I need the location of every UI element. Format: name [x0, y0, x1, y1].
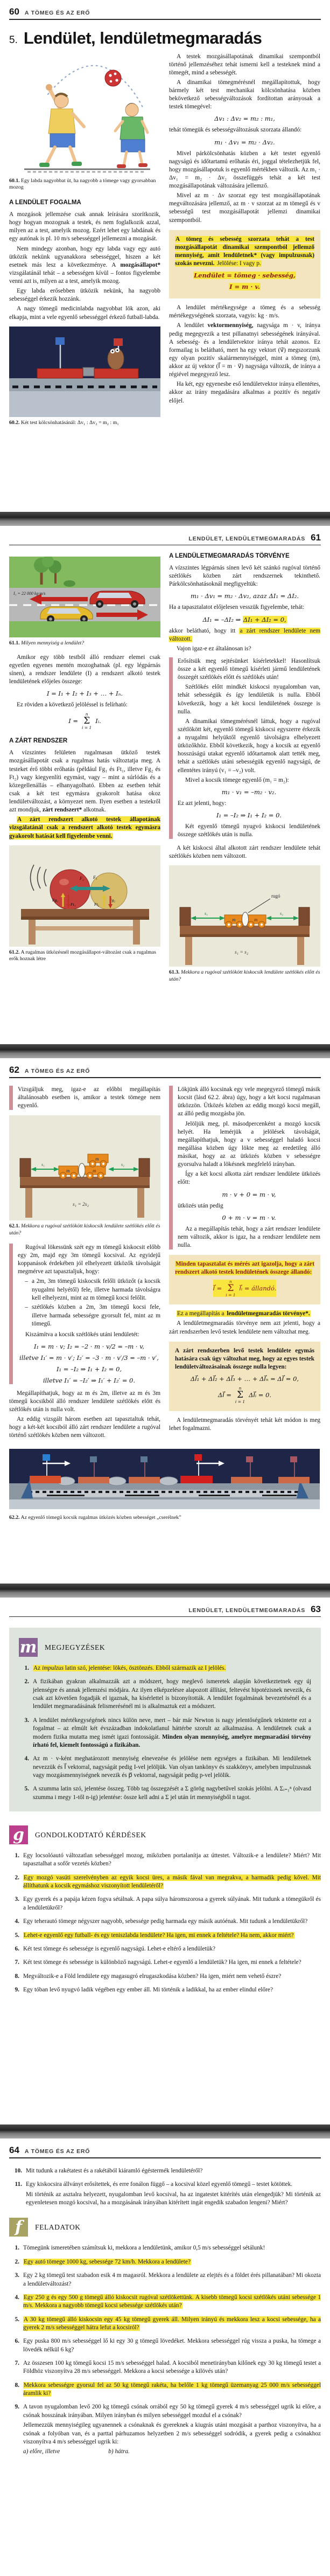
experiment-text: Ez azt jelenti, hogy:: [178, 800, 227, 807]
left-wall: [20, 1158, 31, 1177]
disc: [108, 1477, 126, 1485]
highlighted-statement: A zárt rendszert alkotó testek állapotának vizsgálatánál csak a rendszert alkotó testek egymásra gyakorolt hatását kell figyelembe venni.: [9, 816, 160, 839]
distance-label: s₂: [280, 911, 283, 916]
paragraph: Megállapíthatjuk, hogy az m és 2m, illetve az m és 3m tömegű kocsikból álló rendszer lendülete szétlökés előtt és szétlökés után is nulla volt.: [9, 1390, 160, 1413]
experiment-block: [169, 657, 320, 839]
section-heading-zart-rendszer: A ZÁRT RENDSZER: [9, 738, 68, 745]
paragraph: A lendület mértékegysége a tömeg és a sebesség mértékegységének szorzata, vagyis: kg · m/s.: [169, 304, 320, 320]
cart: [78, 1477, 109, 1483]
distance-label: s₁: [205, 911, 208, 916]
paragraph: A két kiskocsi által alkotott zárt rendszer lendülete tehát szétlökés közben nem változott.: [169, 845, 320, 860]
list-item: 11. Egy kiskocsira állványt erősítettek, és erre fonálon függő – a kocsival közel egyenlő tömegű – testet kötöttek. Mi történik az asztalra helyezett, nyugalomban levő kocsival, ha az ingatestet kitérítés után elengedjük? Mi történik az egyenletesen mozgó kocsival, ha a mozgásának irányában kitérített ingát engedik szabadon lengeni? Miért?: [15, 2181, 321, 2206]
experiment-conclusion: Két egyenlő tömegű nyugvó kiskocsi lendületének összege szétlökés után is nulla.: [178, 823, 320, 838]
page-number: 62: [9, 1065, 19, 1075]
paragraph: A mozgások jellemzése csak annak leírására szorítkozik, hogy hogyan mozognak a testek, és nem foglalkozik azzal, milyen az a test, amelyik mozog. Ezért lehet egy labdának és egy autónak is pl. 10 m/s sebességgel jellemezni a mozgását.: [9, 211, 160, 242]
page-63: [0, 1598, 330, 2124]
running-title: A TÖMEG ÉS AZ ERŐ: [24, 1068, 90, 1074]
table-top: [180, 926, 310, 934]
figure-61-2: [9, 845, 160, 947]
list-item: 7. Két test tömege és sebessége is különböző nagyságú. Lehet-e egyenlő a lendületük? Ha igen, mi ennek a feltétele?: [15, 1959, 301, 1966]
figure-61-3: [169, 865, 320, 967]
formula: illetve I₁′ = m · v′; I₂′ = –3 · m · v′/3 = –m · v′,: [19, 1353, 159, 1362]
force-arrow-left: [76, 887, 90, 890]
page-62-right-column: [169, 1086, 320, 1434]
table-leg: [297, 937, 304, 965]
list-item: 2. Egy autó tömege 1000 kg, sebessége 72 km/h. Mekkora a lendülete?: [15, 2258, 191, 2265]
figure-62-1-caption: 62.1. Mekkora a rugóval szétlökött kiskocsik lendülete szétlökés előtt és után?: [9, 1223, 160, 1237]
notes-m-icon: m: [19, 1637, 37, 1657]
paragraph: Mivel párkölcsönhatás közben a két testet egyenlő nagyságú és időtartamú erőhatás éri, joggal tételezhetjük fel, hogy mozgásállapotuk is egyenlő mértékben változik. Az m₁ · Δv₁ = m₂ · Δv₂ összefüggés tehát a két test mozgásállapotának változására jellemző.: [169, 150, 320, 190]
list-item: 5. Lehet-e egyenlő egy futball- és egy teniszlabda lendülete? Ha igen, mi ennek a feltétele? Ha nem, akkor miért?: [15, 1932, 294, 1939]
experiment-text: Így a két kocsi alkotta zárt rendszer lendülete ütközés előtt:: [178, 1171, 320, 1186]
disc: [159, 1477, 178, 1485]
page-64: [0, 2138, 330, 2565]
paragraph: akkor belátható, hogy itt a zárt rendszer lendülete nem változott.: [169, 627, 320, 642]
formula: m₁ · Δv₁ = m₂ · Δv₂.: [214, 138, 275, 146]
conservation-law-box: [169, 1255, 320, 1304]
experiment-text: Mivel a kocsik tömege egyenlő (m₁ = m₂):: [185, 776, 289, 783]
page-60: [0, 0, 330, 512]
figure-61-1: [9, 557, 160, 637]
green-shoe: [39, 163, 50, 167]
list-item: 1. Tömegünk ismeretében számítsuk ki, mekkora a lendületünk, amikor 0,5 m/s sebességgel sétálunk!: [15, 2245, 265, 2252]
notes-header: [19, 1638, 311, 1657]
experiment-text: Szétlökés előtt mindkét kiskocsi nyugalomban van, tehát sebességük és így lendületük is nulla. Ebből következik, hogy a két kocsi lendületének összege is nulla.: [178, 684, 320, 715]
chapter-title-block: [9, 30, 321, 47]
unequal-carts-illustration: [9, 1115, 160, 1220]
distance-equation: s₁ = s₂: [235, 950, 249, 956]
definition-formula-words: Lendület = tömeg · sebesség,: [194, 272, 296, 280]
table-leg: [137, 1188, 144, 1218]
cart: [180, 1476, 213, 1483]
tasks-header: [9, 2218, 321, 2237]
notes-title: MEGJEGYZÉSEK: [45, 1643, 106, 1651]
list-item: 9. A tavon nyugalomban levő 200 kg tömegű csónak orrából egy 50 kg tömegű gyerek 4 m/s sebességgel ugrik ki előre, a csónak hosszának irányában. Milyen irányban és milyen sebességgel mozdul el a csónak? Jellemezzük mennyiségileg ugyanennek a csónaknak és gyereknek a kiugrás utáni mozgását a parthoz viszonyítva, ha a csónak a folyóban van, és a parttal párhuzamos helyzetben 2 m/s sebességgel sodródik, a gyerek pedig a csónakhoz viszonyítva 4 m/s sebességgel ugrik ki: a) előre, illetve b) hátra.: [9, 2403, 321, 2456]
formula: ΔI₁ = –ΔI₂ ⇒ ΔI₁ + ΔI₂ = 0,: [202, 615, 286, 623]
questions-list: [9, 1852, 321, 1994]
blue-flag: [55, 337, 65, 345]
list-item: 5. A 30 kg tömegű álló kiskocsin egy 45 kg tömegű gyerek áll. Milyen irányú és mekkora lesz a kocsi sebessége, ha a gyerek 2 m/s sebességgel hátra lefut a kocsiról?: [15, 2316, 321, 2331]
figure-60-1: [9, 58, 160, 175]
page-62-header: [9, 1058, 321, 1078]
experiment-text: Lökjünk álló kocsinak egy vele megegyező tömegű másik kocsit (lásd 62.2. ábra) úgy, hogy a két kocsi rugalmasan ütközzön. Ütközés közben az eddig mozgó kocsi megáll, az álló pedig mozgásba jön.: [178, 1086, 320, 1117]
cart: [129, 1477, 160, 1483]
paragraph: Ez a megállapítás a lendületmegmaradás törvénye*.: [177, 1310, 310, 1317]
paragraph: A nagy tömegű medicinlabda nagyobbat lök azon, aki elkapja, mint a vele egyenlő sebességgel érkező futball-labda.: [9, 305, 160, 321]
cart: [30, 1476, 61, 1483]
paragraph: A dinamikai tömegmérésnél megállapítottuk, hogy bármely két test mechanikai kölcsönhatása közben bekövetkező sebességváltozások fordítottan arányosak a testek tömegével:: [169, 79, 320, 110]
blue-flag: [141, 1456, 148, 1462]
formula: I = I₁ + I₂ + I₃ + … + Iₙ.: [46, 690, 123, 698]
figure-61-1-caption: 61.1. Milyen mennyiség a lendület?: [9, 640, 85, 646]
paragraph: Nem mindegy azonban, hogy egy labda vagy egy autó ütközik nekünk ugyanakkora sebességgel, hiszen a két esetnek más lesz a következménye. A mozgásállapot* vizsgálatánál tehát – a sebességen kívül – fontos figyelembe venni azt is, milyen az a test, amelyik mozog.: [9, 245, 160, 285]
experiment-text: Erősítsük meg sejtésünket kísérletekkel! Hasonlítsuk össze a két egyenlő tömegű kísérleti jármű lendületének összegét szétlökés előtt és szétlökés után!: [178, 657, 320, 681]
paragraph: Ha két, egy egyenesbe eső lendületvektor iránya ellentétes, akkor az irány megadására alkalmas a pozitív és negatív előjel.: [169, 381, 320, 404]
list-item: 4. Az m · v-ként meghatározott mennyiség elnevezése és jelölése nem egységes a fizikában. Mi lendületnek nevezzük és I⃗ vektorral, nagyságát pedig I-vel jelöljük. Van olyan tankönyv és szakkönyv, amelyben impulzusnak vagy mozgásmennyiségnek nevezik és p⃗ vektorral, nagyságát pedig p-vel jelölik.: [24, 1755, 311, 1779]
running-title: A TÖMEG ÉS AZ ERŐ: [24, 2148, 90, 2155]
formula: Δv₁ : Δv₂ = m₂ : m₁,: [214, 115, 275, 123]
right-cart: [94, 369, 138, 378]
force-label: Fg₂: [109, 897, 115, 902]
right-wall: [299, 907, 310, 926]
blue-flag: [90, 1456, 97, 1462]
paragraph: A lendületmegmaradás törvénye nem azt jelenti, hogy a zárt rendszerben levő testek lendülete nem változhat meg.: [169, 1320, 320, 1335]
page-62: [0, 1058, 330, 1584]
formula: m · v + 0 = m · v,: [222, 1190, 276, 1198]
paragraph: A testek mozgásállapotának dinamikai szempontból történő jellemzéséhez tehát ismerni kell a testeknek mind a tömegét, mind a sebességét.: [169, 53, 320, 76]
page-60-right-column: [169, 53, 320, 407]
formula: m₁ · Δv₁ = m₂ · Δv₂, azaz ΔI₁ = ΔI₂.: [190, 592, 299, 600]
closed-system-box: [169, 1342, 320, 1411]
formula: I₁ = –I₂ ⇒ I₁ + I₂ = 0.: [216, 811, 282, 819]
list-item: 7. Az összesen 100 kg tömegű kocsi 15 m/s sebességgel halad. A kocsiból menetirányban kilőnek egy 30 kg tömegű testet a Földhöz viszonyítva 28 m/s sebességgel. Mekkora a kocsi sebessége a kilövés után?: [15, 2360, 321, 2375]
experiment-text: ütközés után pedig: [178, 1202, 223, 1209]
distance-label: s₂: [121, 1162, 124, 1168]
law-formula: I⃗ = n Σ i = 1 I⃗ᵢ = állandó.: [213, 1279, 277, 1297]
paragraph: Mivel az m · Δv szorzat egy test mozgásállapotának megváltozására jellemző, az m · v szorzat az m tömegű és v sebességű test mozgásállapotát jellemzi dinamikai szempontból.: [169, 192, 320, 224]
list-item: 3. Egy gyerek és a papája kézen fogva sétálnak. A papa súlya háromszorosa a gyerek súlyának. Mit tudunk a tömegükről és a lendületükről?: [15, 1896, 321, 1911]
formula: I₁ = –I₂ ⇒ I₁ + I₂ = 0,: [56, 1365, 122, 1373]
mass-label: m: [254, 917, 258, 923]
list-item: 3. Egy 2 kg tömegű test szabadon esik 4 m magasról. Mekkora a lendülete az elejtés és a földet érés pillanatában? Mi okozta a lendületváltozást?: [15, 2272, 321, 2287]
red-flag: [290, 1456, 297, 1462]
chapter-number: 5.: [9, 34, 18, 46]
mass-label: m: [66, 1168, 70, 1174]
notes-box: [9, 1628, 321, 1811]
paragraph: Egy labda erősebben ütközik nekünk, ha nagyobb sebességgel érkezik hozzánk.: [9, 288, 160, 303]
experiment-text: Az a megállapítás tehát, hogy a zárt rendszer lendülete nem változik, akkor is igaz, ha a rendszer lendülete nem nulla.: [178, 1225, 320, 1248]
left-wall: [180, 907, 191, 926]
figure-62-1: [9, 1115, 160, 1220]
page-divider: [0, 1044, 330, 1058]
paragraph: A vízszintes légpárnás sínen levő két szánkó rugóval történő szétlökés közben zárt rendszernek tekinthető. Párkölcsönhatásoknál megfigyeltük:: [169, 565, 320, 588]
dash-item: – a 2m, 3m tömegű kiskocsik felőli ütközőt (a kocsik nyugalmi helyétől) fele, illetve harmada távolságra kell elhelyezni, mint az m tömegű kocsi felőlit.: [25, 1278, 160, 1302]
page-61: [0, 526, 330, 1044]
boys-ball-illustration: [9, 58, 160, 175]
cart: [278, 1477, 310, 1483]
paragraph: A lendület vektormennyiség, nagysága m · v, iránya pedig megegyezik a test pillanatnyi sebességének irányával. A sebesség- és a lendületvektor iránya tehát azonos. Ez formailag is belátható, mert ha egy vektort (v⃗) megszorzunk egy olyan pozitív skalármennyiséggel, mint a tömeg (m), akkor az új vektor (I⃗ = m · v⃗) nagysága változik, de iránya a régiével megegyező lesz.: [169, 322, 320, 378]
definition-formula-symbols: I = m · v.: [229, 283, 260, 291]
list-item: 8. Mekkora sebességre gyorsul fel az 50 kg tömegű rakéta, ha belőle 1 kg tömegű üzemanyag 25 000 m/s sebességgel áramlik ki?: [15, 2381, 321, 2397]
running-title: LENDÜLET, LENDÜLETMEGMARADÁS: [188, 536, 306, 542]
page-61-right-column: [169, 552, 320, 983]
experiment-text: Vizsgáljuk meg, igaz-e az előbbi megállapítás általánosabb esetben is, amikor a testek tömege nem egyenlő.: [18, 1086, 160, 1109]
table-leg: [29, 920, 36, 945]
cars-illustration: [9, 557, 160, 637]
page-61-header: [9, 526, 321, 545]
running-title: LENDÜLET, LENDÜLETMEGMARADÁS: [188, 1607, 306, 1614]
page-60-left-column: [9, 53, 160, 427]
tasks-list: [9, 2244, 321, 2456]
list-item: 8. Megváltozik-e a Föld lendülete egy magasugró elrugaszkodása közben? Ha igen, miért nem vehető észre?: [15, 1973, 282, 1980]
formula: ΔI⃗ = n Σ i = 1 ΔI⃗ᵢ = 0.: [217, 1386, 272, 1404]
experiment-intro: [9, 1086, 160, 1110]
force-label: F₁: [93, 874, 97, 880]
cart: [231, 1477, 262, 1483]
coupler: [83, 367, 94, 376]
formula: illetve I₁′ = –I₂′ ⇒ I₁′ + I₂′ = 0.: [43, 1376, 135, 1384]
figure-61-2-caption: 61.2. A rugalmas ütközésnél mozgásállapot-változást csak a rugalmas erők hoznak létre: [9, 949, 156, 962]
paragraph: Vajon igaz-e ez általánosan is?: [177, 645, 251, 652]
momentum-definition-box: [169, 230, 320, 299]
paragraph: tehát tömegük és sebességváltozásuk szorzata állandó:: [169, 127, 302, 134]
paragraph: Az eddig vizsgált három esetben azt tapasztaltuk tehát, hogy a két-két kocsiból álló zárt rendszer lendülete a rugóval történő szétlökés közben nem változott.: [9, 1416, 160, 1439]
momentum-label-1: I₁ = 22 000 kg·m/s: [13, 591, 46, 596]
experiment-block: [169, 1086, 320, 1249]
formula: m₁ · v₁ = –m₂ · v₂.: [221, 788, 277, 796]
elastic-balls-illustration: [9, 845, 160, 947]
sum-formula: I = n Σ i = 1 Iᵢ.: [68, 712, 101, 730]
list-item: 3. A lendület mértékegységének nincs külön neve, mert – bár már Newton is nagy jelentőségűnek tekintette ezt a fogalmat – az elmúlt két évszázadban indokolatlanul háttérbe szorult az alkalmazása. A lendületnek csak a modern fizika mutatta meg ismét igazi fontosságát. Minden olyan mennyiség, amelyre megmaradási törvény írható fel, kiemelt fontosságú a fizikában.: [24, 1717, 312, 1748]
paragraph: Ha a tapasztalatot előjelesen vesszük figyelembe, tehát:: [169, 604, 305, 611]
box-statement: A zárt rendszerben levő testek lendülete egymás hatására csak úgy változhat meg, hogy az egyes testek lendületváltozásainak összege nulla legyen:: [175, 1347, 314, 1370]
page-number: 61: [311, 532, 321, 543]
experiment-block: [9, 1244, 160, 1384]
page-64-header: [9, 2138, 321, 2158]
table-leg: [133, 920, 140, 945]
red-flag: [194, 1454, 202, 1461]
chapter-title: Lendület, lendületmegmaradás: [23, 29, 262, 47]
experiment-text: A dinamikai tömegmérésnél láttuk, hogy a rugóval szétlökött két, egyenlő tömegű kiskocsi egyszerre érkezik a nyugalmi helyüktől egyenlő távolságra elhelyezett ütközőkhöz. Ebből következik, hogy a kocsik az egyenlő hosszúságú utakat egyenlő időtartamok alatt tették meg, tehát a szétlökés utáni sebességük egyenlő nagyságú, de ellentétes irányú (v₁ = –v₂) volt.: [178, 718, 320, 774]
section-heading-lendulet-fogalma: A LENDÜLET FOGALMA: [9, 199, 81, 206]
figure-61-3-caption: 61.3. Mekkora a rugóval szétlökött kiskocsik lendülete szétlökés előtt és után?: [169, 969, 320, 983]
distance-label: s₁: [41, 1162, 45, 1168]
paragraph: A vízszintes felületen rugalmasan ütköző testek mozgásállapotát csak a rugalmas hatás változtatja meg. A testeket érő többi erőhatás (például Fg₁ és Ft₁, illetve Fg₂ és Ft₂) vagy kiegyenlíti egymást, vagy – mint a súrlódás és a közegellenállás – elhanyagolható. Ebben az esetben tehát csak a két test egymásra gyakorolt hatása okoz lendületváltozást, a környezet nem. Ilyen esetben a testekről azt mondjuk, zárt rendszert* alkotnak.: [9, 749, 160, 814]
list-item: 1. Egy locsolóautó változatlan sebességgel mozog, miközben portalanítja az úttestet. Változik-e a lendülete? Miért? Mit tapasztalhat a sofőr vezetés közben?: [15, 1852, 321, 1867]
page-divider: [0, 1584, 330, 1598]
force-label: Ft₂: [94, 901, 100, 907]
experiment-text: Kiszámítva a kocsik szétlökés utáni lendületét:: [25, 1331, 139, 1338]
formula: I₁ = m · v; I₂ = –2 · m · v/2 = –m · v,: [33, 1342, 145, 1350]
carts-photo: [9, 327, 160, 417]
list-item: 2. A fizikában gyakran alkalmazzák azt a módszert, hogy meglevő ismeretek alapján következtetnek egy új jelenségre és annak jellemzési módjára. Az ilyen elképzelésre alapozott állítást, feltevést hipotézisnek nevezik, és csak azt követően fogadják el igaznak, ha kísérlettel is bizonyították. A lendület fogalmának bevezetésénél és a lendület megmaradásának felismerésénél mi is alkalmaztuk ezt a módszert.: [24, 1678, 311, 1710]
right-wall: [139, 1158, 150, 1177]
list-item: 4. Egy teherautó tömege négyszer nagyobb, sebessége pedig harmada egy másik autóénak. Mit tudunk a lendületükről?: [15, 1918, 308, 1925]
paragraph: Ez röviden a következő jelöléssel is felírható:: [17, 702, 128, 709]
figure-60-2-caption: 60.2. Két test kölcsönhatásánál: Δv₁ : Δv₂ = m₂ : m₁: [9, 419, 119, 426]
right-boy: [115, 103, 148, 168]
experiment-text: Jelöljük meg, pl. másodpercenként a mozgó kocsik helyét. Ha lemérjük a jelölések távolságát, megállapíthatjuk, hogy a v sebességgel haladó kocsi megállása közben úgy lökte meg az eredetileg álló másikat, hogy az az ütközés közben v sebességre gyorsulva haladt a lökésnek megfelelő irányban.: [178, 1120, 320, 1168]
definition-text: A tömeg és sebesség szorzata tehát a test mozgásállapotát dinamikai szempontból jellemző mennyiség, amit lendületnek* (vagy impulzusnak) szokás nevezni. Jelölése: I vagy p.: [175, 235, 314, 267]
mass-label: m: [232, 917, 236, 923]
table-leg: [25, 1188, 32, 1218]
list-item: 6. Egy puska 800 m/s sebességgel lő ki egy 30 g tömegű lövedéket. Mekkora sebességgel rúg vissza a puska, ha tömege a lövedék nélkül 6 kg?: [15, 2338, 321, 2353]
page-number: 64: [9, 2145, 19, 2155]
page-63-header: [9, 1598, 321, 1617]
page-number: 60: [9, 6, 19, 17]
figure-60-2: [9, 327, 160, 417]
questions-continued: [9, 2167, 321, 2207]
force-label: Ft₁: [71, 901, 76, 907]
figure-60-1-caption: 60.1. Egy labda nagyobbat üt, ha nagyobb a tömege vagy gyorsabban mozog: [9, 177, 156, 191]
running-title: A TÖMEG ÉS AZ ERŐ: [24, 10, 90, 16]
page-number: 63: [311, 1604, 321, 1614]
dash-item: – szétlökés közben a 2m, 3m tömegű kocsi fele, illetve harmada sebességre gyorsult fel, mint az m tömegű.: [25, 1304, 160, 1328]
red-shoe: [117, 164, 126, 168]
section-heading-lenduletmegmaradas: A LENDÜLETMEGMARADÁS TÖRVÉNYE: [169, 553, 290, 559]
list-item: 5. A szumma latin szó, jelentése összeg. Több tag összegzését a Σ görög nagybetűvel szokás jelölni. A Σᵢ₌₁ⁿ (olvasd szumma i megy 1-től n-ig) jelentése: össze kell adni a Σ jel után írt mennyiségből n tagot.: [24, 1786, 311, 1801]
figure-62-2-caption: 62.2. Az egyenlő tömegű kocsik rugalmas ütközés közben sebességet „cserélnek”: [9, 1515, 181, 1521]
list-item: 1. Az impulzus latin szó, jelentése: lökés, ösztönzés. Ebből származik az I jelölés.: [24, 1665, 226, 1671]
sub-item-a: a) előre, illetve: [23, 2448, 60, 2455]
spring-carts-illustration: [169, 865, 320, 967]
sub-item-b: b) hátra.: [108, 2448, 130, 2455]
experiment-text: Rugóval lökessünk szét egy m tömegű kiskocsit előbb egy 2m, majd egy 3m tömegű kocsival. Az egyidejű koppanások érdekében jól elhelyezett ütközők távolságát megmérve azt tapasztaljuk, hogy:: [18, 1244, 160, 1275]
list-item: 2. Egy mozgó vasúti szerelvényben az egyik kocsi üres, a másik fával van megrakva, a harmadik pedig kővel. Mit állíthatunk a kocsik egymáshoz viszonyított lendületéről?: [15, 1874, 321, 1890]
green-shoe: [72, 162, 82, 166]
left-boy: [39, 84, 84, 167]
formula: ΔI⃗₁ + ΔI⃗₂ + ΔI⃗₃ + … + ΔI⃗ₙ = ΔI⃗ = 0,: [190, 1375, 299, 1383]
questions-title: GONDOLKODTATÓ KÉRDÉSEK: [35, 1830, 146, 1839]
page-divider: [0, 2124, 330, 2138]
red-flag: [246, 1456, 253, 1462]
spring: [79, 1163, 85, 1177]
spring-label: rugó: [271, 893, 280, 899]
distance-equation: s₁ = 2s₂: [73, 1202, 89, 1208]
force-label: F₂: [80, 876, 84, 881]
blue-flag: [43, 1454, 50, 1461]
red-flag: [114, 338, 123, 346]
tasks-title: FELADATOK: [35, 2223, 81, 2231]
page-divider: [0, 512, 330, 526]
mass-label: m: [93, 1168, 96, 1174]
formula: 0 + m · v = m · v.: [222, 1213, 276, 1221]
page-61-left-column: [9, 552, 160, 963]
bush: [64, 580, 75, 587]
page-60-header: [9, 0, 321, 20]
questions-header: [9, 1825, 321, 1844]
paragraph: A lendületmegmaradás törvényét tehát két módon is meg lehet fogalmazni.: [169, 1417, 320, 1432]
mass-label: m: [95, 1156, 99, 1162]
left-cart: [37, 369, 83, 378]
force-label: Fg₁: [52, 897, 58, 902]
list-item: 10. Mit tudunk a rakétatest és a rakétából kiáramló égéstermék lendületéről?: [14, 2168, 203, 2174]
page-62-left-column: [9, 1086, 160, 1441]
tasks-f-icon: f: [9, 2218, 28, 2237]
paragraph: Amikor egy több testből álló rendszer elemei csak egyetlen egyenes mentén mozoghatnak (pl. egy légpárnás sínen), a rendszer lendülete (I) a rendszert alkotó testek lendületének előjeles összege:: [9, 654, 160, 685]
list-item: 9. Egy tóban levő nyugvó ladik végében egy ember áll. Mi történik a ladikkal, ha az ember elindul előre?: [15, 1986, 273, 1993]
list-item: 4. Egy 250 g és egy 500 g tömegű álló kiskocsit rugóval szétlökettünk. A kisebb tömegű kocsi szétlökés utáni sebessége 1 m/s. Mekkora a nagyobb tömegű kocsi sebessége szétlökés után?: [15, 2294, 321, 2309]
air-track-photo: [9, 1449, 320, 1509]
questions-g-icon: g: [9, 1825, 28, 1844]
notes-list: [19, 1664, 311, 1802]
list-item: 6. Két test tömege és sebessége is egyenlő nagyságú. Lehet-e eltérő a lendületük?: [15, 1945, 215, 1952]
red-shoe: [138, 163, 148, 167]
table-top: [21, 909, 149, 916]
law-statement: Minden tapasztalat és mérés azt igazolja, hogy a zárt rendszert alkotó testek lendületének összege állandó:: [175, 1261, 314, 1276]
table-leg: [185, 937, 192, 965]
figure-62-2: [9, 1449, 321, 1512]
table-top: [20, 1177, 150, 1185]
red-ball: [105, 70, 121, 86]
